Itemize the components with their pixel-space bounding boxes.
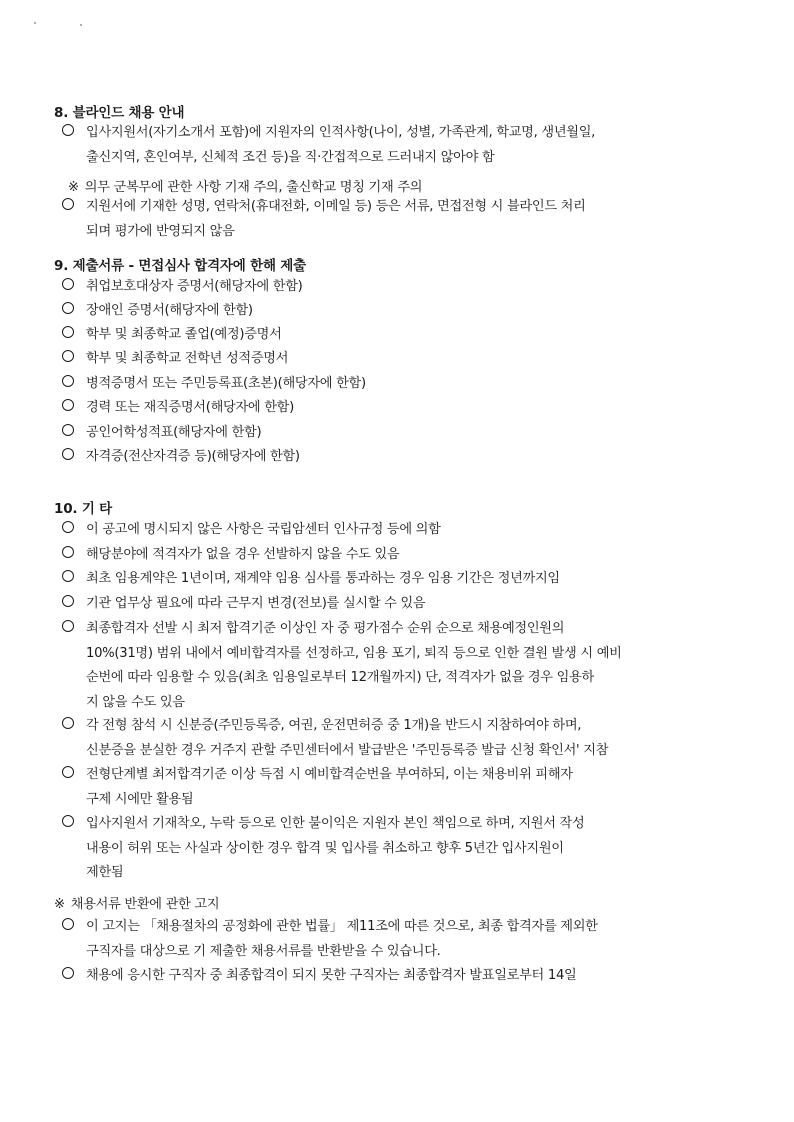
item-line: 지 않을 수도 있음 <box>86 694 185 710</box>
item-line: 10%(31명) 범위 내에서 예비합격자를 선정하고, 임용 포기, 퇴직 등으로 인한 결원 발생 시 예비 <box>86 645 622 661</box>
list-item <box>62 396 722 421</box>
list-item <box>62 964 722 989</box>
reference-mark: ※ <box>68 180 79 195</box>
section-9-heading: 9. 제출서류 - 면접심사 합격자에 한해 제출 <box>54 258 306 274</box>
notice-heading-text: 채용서류 반환에 관한 고지 <box>70 897 220 912</box>
item-line: 공인어학성적표(해당자에 한함) <box>86 425 262 440</box>
circle-bullet-icon <box>62 815 74 827</box>
list-item <box>62 421 722 446</box>
item-line: 각 전형 참석 시 신분증(주민등록증, 여권, 운전면허증 중 1개)을 반드시 지참하여야 하며, <box>86 718 582 733</box>
circle-bullet-icon <box>62 326 74 338</box>
item-line: 입사지원서 기재착오, 누락 등으로 인한 불이익은 지원자 본인 책임으로 하며, 지원서 작성 <box>86 816 585 831</box>
item-line: 채용에 응시한 구직자 중 최종합격이 되지 못한 구직자는 최종합격자 발표일로부터 14일 <box>86 968 577 983</box>
list-item <box>62 714 722 763</box>
circle-bullet-icon <box>62 424 74 436</box>
item-line: 구직자를 대상으로 기 제출한 채용서류를 반환받을 수 있습니다. <box>86 943 441 959</box>
item-line: 지원서에 기재한 성명, 연락처(휴대전화, 이메일 등) 등은 서류, 면접전형 시 블라인드 처리 <box>86 199 586 214</box>
item-line: 장애인 증명서(해당자에 한함) <box>86 303 253 318</box>
item-line: 내용이 허위 또는 사실과 상이한 경우 합격 및 입사를 취소하고 향후 5년간 입사지원이 <box>86 840 564 856</box>
list-item <box>62 617 722 715</box>
list-item <box>62 347 722 372</box>
item-line: 순번에 따라 임용할 수 있음(최초 임용일로부터 12개월까지) 단, 적격자가 없을 경우 임용하 <box>86 670 594 685</box>
item-line: 최종합격자 선발 시 최저 합격기준 이상인 자 중 평가점수 순위 순으로 채용예정인원의 <box>86 621 565 636</box>
scan-speck <box>34 22 36 24</box>
item-line: 구제 시에만 활용됨 <box>86 791 194 807</box>
circle-bullet-icon <box>62 595 74 607</box>
section-8-heading: 8. 블라인드 채용 안내 <box>54 105 185 121</box>
circle-bullet-icon <box>62 570 74 582</box>
list-item <box>62 567 722 592</box>
notice-heading <box>54 893 219 912</box>
circle-bullet-icon <box>62 399 74 411</box>
circle-bullet-icon <box>62 620 74 632</box>
list-item <box>62 195 722 244</box>
reference-mark: ※ <box>54 897 65 912</box>
circle-bullet-icon <box>62 124 74 136</box>
item-line: 기관 업무상 필요에 따라 근무지 변경(전보)를 실시할 수 있음 <box>86 596 426 611</box>
item-line: 최초 임용계약은 1년이며, 재계약 임용 심사를 통과하는 경우 임용 기간은 정년까지임 <box>86 571 560 586</box>
circle-bullet-icon <box>62 918 74 930</box>
section-10-heading: 10. 기 타 <box>54 501 112 517</box>
item-line: 병적증명서 또는 주민등록표(초본)(해당자에 한함) <box>86 376 366 391</box>
circle-bullet-icon <box>62 717 74 729</box>
item-line: 이 공고에 명시되지 않은 사항은 국립암센터 인사규정 등에 의함 <box>86 522 441 537</box>
item-line: 출신지역, 혼인여부, 신체적 조건 등)을 직·간접적으로 드러내지 않아야 함 <box>86 149 495 165</box>
list-item <box>62 323 722 348</box>
scan-speck <box>80 24 82 26</box>
item-line: 해당분야에 적격자가 없을 경우 선발하지 않을 수도 있음 <box>86 547 400 562</box>
circle-bullet-icon <box>62 521 74 533</box>
item-line: 자격증(전산자격증 등)(해당자에 한함) <box>86 449 300 464</box>
item-line: 학부 및 최종학교 전학년 성적증명서 <box>86 351 289 366</box>
circle-bullet-icon <box>62 302 74 314</box>
item-line: 신분증을 분실한 경우 거주지 관할 주민센터에서 발급받은 '주민등록증 발급 신청 확인서' 지참 <box>86 742 609 758</box>
list-item <box>62 518 722 543</box>
item-line: 경력 또는 재직증명서(해당자에 한함) <box>86 400 294 415</box>
list-item <box>62 445 722 470</box>
circle-bullet-icon <box>62 766 74 778</box>
circle-bullet-icon <box>62 448 74 460</box>
item-line: 전형단계별 최저합격기준 이상 득점 시 예비합격순번을 부여하되, 이는 채용비위 피해자 <box>86 767 573 782</box>
item-line: 취업보호대상자 증명서(해당자에 한함) <box>86 279 303 294</box>
list-item <box>62 372 722 397</box>
circle-bullet-icon <box>62 967 74 979</box>
circle-bullet-icon <box>62 375 74 387</box>
item-line: 학부 및 최종학교 졸업(예정)증명서 <box>86 327 282 342</box>
list-item <box>62 812 722 886</box>
list-item <box>62 543 722 568</box>
circle-bullet-icon <box>62 278 74 290</box>
list-item <box>62 299 722 324</box>
item-line: 입사지원서(자기소개서 포함)에 지원자의 인적사항(나이, 성별, 가족관계, 학교명, 생년월일, <box>86 125 596 140</box>
item-line: 이 고지는 「채용절차의 공정화에 관한 법률」 제11조에 따른 것으로, 최종 합격자를 제외한 <box>86 919 598 934</box>
list-item <box>62 763 722 812</box>
item-line: 제한됨 <box>86 865 124 880</box>
list-item <box>62 915 722 964</box>
circle-bullet-icon <box>62 350 74 362</box>
note-text: 의무 군복무에 관한 사항 기재 주의, 출신학교 명칭 기재 주의 <box>84 180 423 195</box>
circle-bullet-icon <box>62 198 74 210</box>
note-line <box>68 176 422 195</box>
item-line: 되며 평가에 반영되지 않음 <box>86 223 235 239</box>
list-item <box>62 275 722 300</box>
list-item <box>62 592 722 617</box>
list-item <box>62 121 722 170</box>
circle-bullet-icon <box>62 546 74 558</box>
